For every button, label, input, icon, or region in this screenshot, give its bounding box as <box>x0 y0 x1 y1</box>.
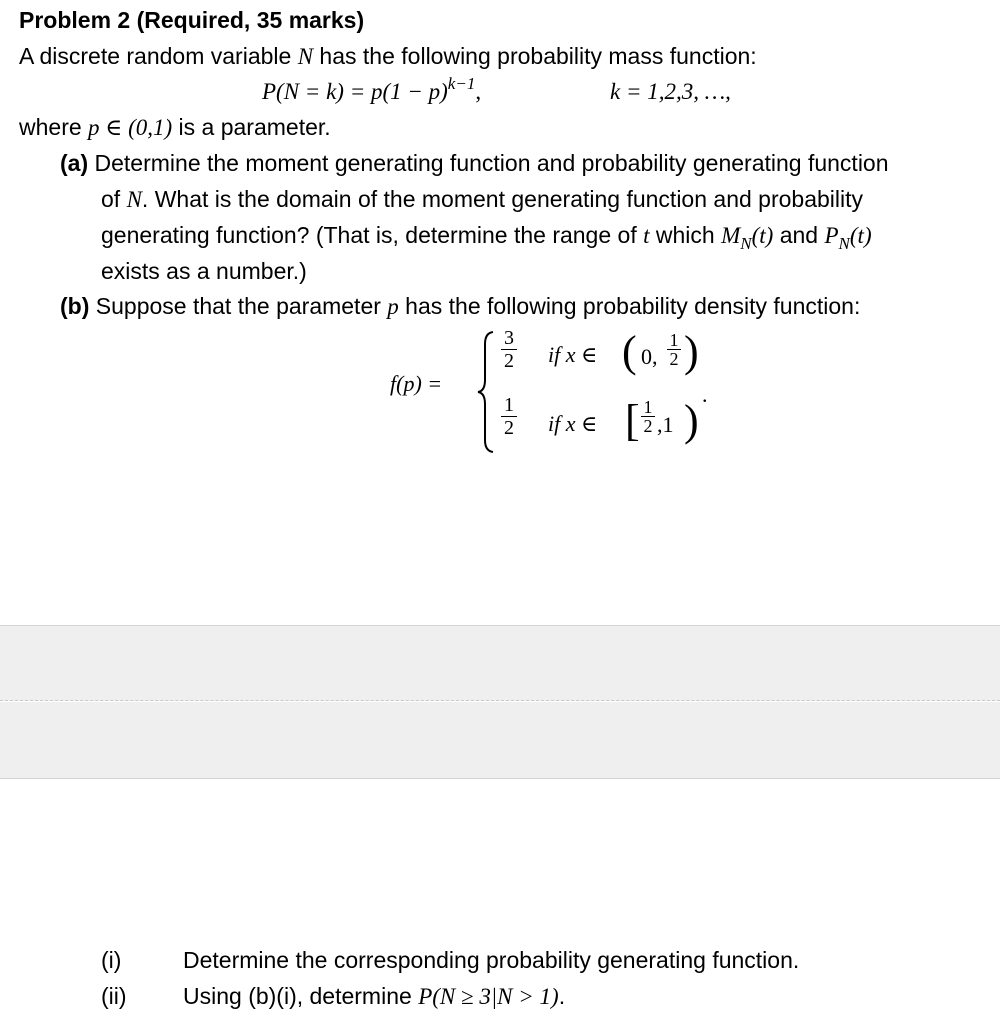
case1-left-paren: ( <box>622 327 637 376</box>
case1-right-paren: ) <box>684 327 699 376</box>
case2-interval-end: ,1 <box>657 412 674 437</box>
case1-interval-fraction: 1 2 <box>667 331 681 368</box>
pmf-support: k = 1,2,3, …, <box>610 79 731 104</box>
case2-right-paren: ) <box>684 396 699 445</box>
part-b-line: (b) Suppose that the parameter p has the following probability density function: <box>60 293 861 319</box>
case2-condition: if x ∈ <box>548 411 598 436</box>
part-a-line1: (a) Determine the moment generating function and probability generating function <box>60 150 889 176</box>
part-a-line2: of N. What is the domain of the moment generating function and probability <box>101 186 864 212</box>
subpart-i-label: (i) <box>101 947 122 973</box>
intro-sentence: A discrete random variable N has the following probability mass function: <box>19 43 757 69</box>
pdf-lhs: f(p) = <box>390 371 443 396</box>
grey-band-top <box>0 625 1000 701</box>
left-brace-icon <box>476 330 496 454</box>
grey-band-bottom <box>0 702 1000 779</box>
parameter-note: where p ∈ (0,1) is a parameter. <box>19 114 331 140</box>
problem-title: Problem 2 (Required, 35 marks) <box>19 7 365 33</box>
subpart-ii-label: (ii) <box>101 983 127 1009</box>
case2-fraction: 1 2 <box>500 394 518 439</box>
case2-left-bracket: [ <box>625 396 640 445</box>
case2-interval-fraction: 1 2 <box>641 398 655 435</box>
case1-fraction: 3 2 <box>500 327 518 372</box>
dashed-separator <box>0 700 1000 701</box>
part-a-line4: exists as a number.) <box>101 258 307 284</box>
pmf-equation: $P(N = k) = p(1 - p)^{k-1}$, <box>262 74 482 104</box>
part-a-line3: generating function? (That is, determine the range of t which $M_N(t)$ and $P_N(t)$ <box>101 222 872 253</box>
case1-condition: if x ∈ <box>548 342 598 367</box>
subpart-ii-text: Using (b)(i), determine P(N ≥ 3|N > 1). <box>183 983 566 1009</box>
pdf-period: . <box>702 382 708 407</box>
case1-interval-start: 0, <box>641 344 658 369</box>
subpart-i-text: Determine the corresponding probability generating function. <box>183 947 800 973</box>
